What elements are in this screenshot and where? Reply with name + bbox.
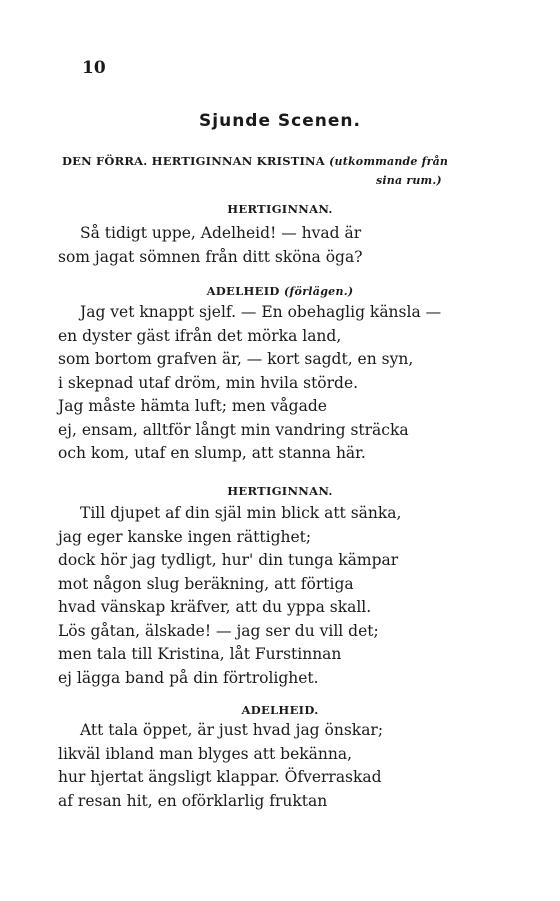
stage-direction-continued: sina rum.)	[376, 174, 442, 187]
verse-line: Jag vet knappt sjelf. — En obehaglig känsla —	[80, 303, 442, 321]
verse-block	[58, 502, 478, 690]
verse-line: Så tidigt uppe, Adelheid! — hvad är	[80, 224, 362, 242]
verse-line: af resan hit, en oförklarlig fruktan	[58, 791, 328, 810]
verse-line: Lös gåtan, älskade! — jag ser du vill det;	[58, 621, 379, 640]
verse-block	[58, 222, 478, 269]
verse-line: ej, ensam, alltför långt min vandring sträcka	[58, 420, 409, 439]
verse-line: Att tala öppet, är just hvad jag önskar;	[80, 721, 384, 739]
verse-line: som bortom grafven är, — kort sagdt, en syn,	[58, 350, 414, 368]
verse-line: Till djupet af din själ min blick att sänka,	[80, 504, 402, 522]
speaker-heading	[0, 202, 560, 216]
verse-line: ej lägga band på din förtrolighet.	[58, 668, 319, 687]
verse-line: hvad vänskap kräfver, att du yppa skall.	[58, 598, 372, 616]
verse-line: likväl ibland man blyges att bekänna,	[58, 744, 353, 763]
page-number: 10	[82, 58, 106, 78]
verse-line: hur hjertat ängsligt klappar. Öfverraskad	[58, 768, 382, 786]
scene-title: Sjunde Scenen.	[199, 111, 361, 131]
verse-line: jag eger kanske ingen rättighet;	[58, 527, 312, 546]
cast-names: DEN FÖRRA. HERTIGINNAN KRISTINA	[62, 154, 325, 168]
speaker-heading	[0, 284, 560, 298]
cast-list	[62, 154, 492, 187]
verse-line: en dyster gäst ifrån det mörka land,	[58, 326, 342, 345]
verse-line: dock hör jag tydligt, hur' din tunga kämpar	[58, 551, 399, 569]
verse-block	[58, 301, 478, 466]
speaker-name: ADELHEID	[206, 284, 280, 298]
verse-line: som jagat sömnen från ditt sköna öga?	[58, 247, 363, 266]
stage-direction: (utkommande från	[329, 155, 449, 168]
speaker-name: ADELHEID.	[241, 703, 319, 717]
verse-line: Jag måste hämta luft; men vågade	[58, 397, 327, 415]
verse-line: mot någon slug beräkning, att förtiga	[58, 574, 354, 593]
speaker-heading	[0, 484, 560, 498]
verse-line: i skepnad utaf dröm, min hvila störde.	[58, 373, 359, 392]
speaker-heading	[0, 703, 560, 717]
verse-block	[58, 719, 478, 813]
speaker-name: HERTIGINNAN.	[227, 202, 333, 216]
verse-line: och kom, utaf en slump, att stanna här.	[58, 444, 366, 462]
stage-direction: (förlägen.)	[284, 285, 354, 298]
verse-line: men tala till Kristina, låt Furstinnan	[58, 645, 342, 663]
speaker-name: HERTIGINNAN.	[227, 484, 333, 498]
